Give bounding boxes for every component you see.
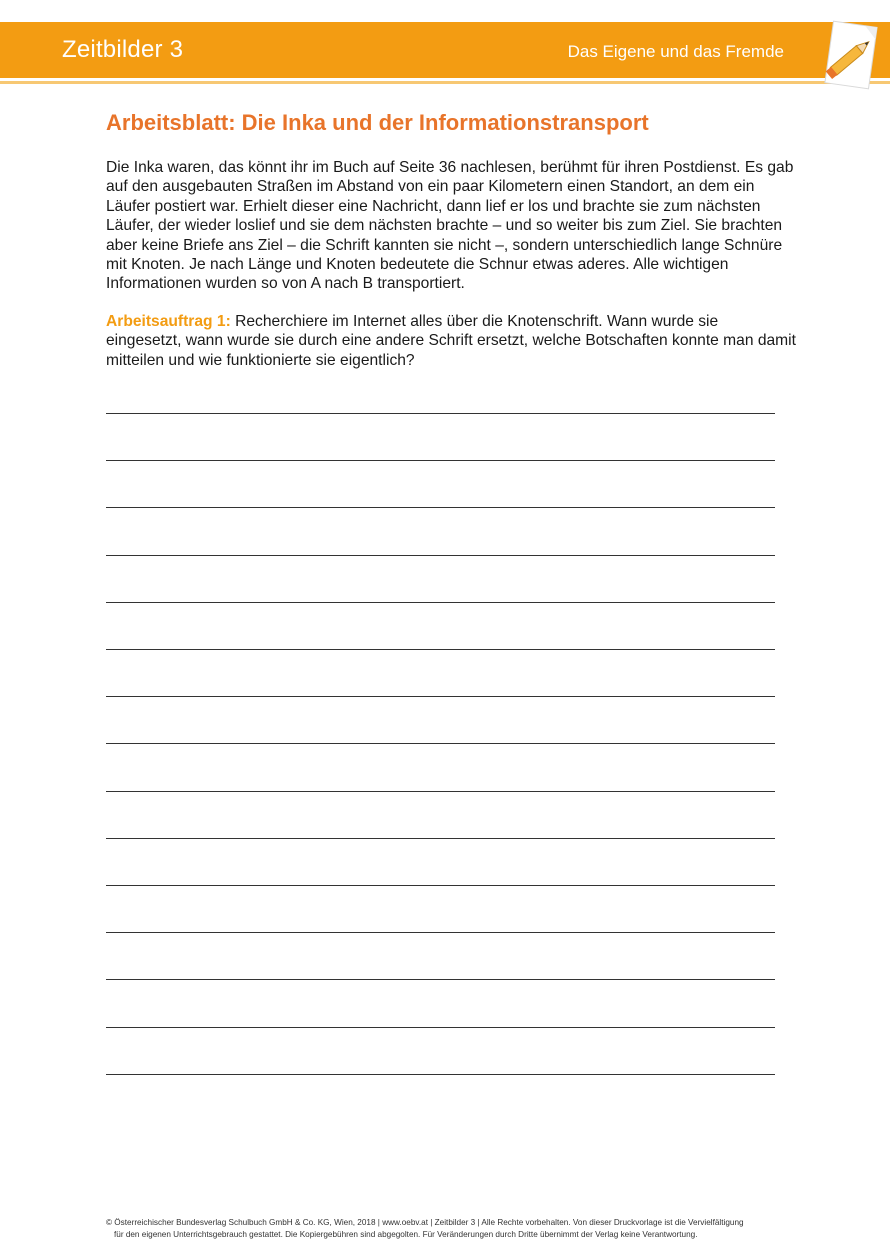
- answer-line[interactable]: [106, 696, 775, 697]
- answer-line[interactable]: [106, 979, 775, 980]
- task-label: Arbeitsauftrag 1:: [106, 313, 231, 330]
- worksheet-title: Arbeitsblatt: Die Inka und der Informationstransport: [106, 110, 649, 135]
- intro-paragraph: Die Inka waren, das könnt ihr im Buch auf Seite 36 nachlesen, berühmt für ihren Postdienst. Es gab auf den ausgebauten Straßen im Abstand von ein paar Kilometern einen Standort, an dem ein Läufer postiert war. Erhielt dieser eine Nachricht, dann lief er los und brachte sie zum nächsten Läufer, der wieder loslief und sie dem nächsten brachte – und so weiter bis zum Ziel. Sie brachten aber keine Briefe ans Ziel – die Schrift kannten sie nicht –, sondern unterschiedlich lange Schnüre mit Knoten. Je nach Länge und Knoten bedeutete die Schnur etwas aderes. Alle wichtigen Informationen wurden so von A nach B transportiert.: [106, 159, 794, 293]
- footer-copyright: [106, 1217, 786, 1241]
- footer-line-1: © Österreichischer Bundesverlag Schulbuch GmbH & Co. KG, Wien, 2018 | www.oebv.at | Zeitbilder 3 | Alle Rechte vorbehalten. Von dieser Druckvorlage ist die Vervielfältigung: [106, 1218, 744, 1227]
- answer-line[interactable]: [106, 838, 775, 839]
- answer-line[interactable]: [106, 602, 775, 603]
- answer-line[interactable]: [106, 791, 775, 792]
- pencil-icon: [815, 14, 887, 96]
- header-underline: [0, 81, 890, 84]
- footer-line-2: für den eigenen Unterrichtsgebrauch gestattet. Die Kopiergebühren sind abgegolten. Für Veränderungen durch Dritte übernimmt der Verlag keine Verantwortung.: [114, 1230, 698, 1239]
- answer-line[interactable]: [106, 460, 775, 461]
- answer-line[interactable]: [106, 1074, 775, 1075]
- answer-line[interactable]: [106, 507, 775, 508]
- answer-line[interactable]: [106, 555, 775, 556]
- task-text: Recherchiere im Internet alles über die Knotenschrift. Wann wurde sie eingesetzt, wann wurde sie durch eine andere Schrift ersetzt, welche Botschaften konnte man damit mitteilen und wie funktionierte sie eigentlich?: [106, 313, 796, 369]
- chapter-title: Das Eigene und das Fremde: [567, 42, 784, 61]
- task-paragraph: [106, 312, 796, 370]
- answer-line[interactable]: [106, 413, 775, 414]
- answer-line[interactable]: [106, 1027, 775, 1028]
- answer-line[interactable]: [106, 885, 775, 886]
- series-title: Zeitbilder 3: [62, 36, 184, 63]
- answer-line[interactable]: [106, 649, 775, 650]
- answer-line[interactable]: [106, 932, 775, 933]
- answer-line[interactable]: [106, 743, 775, 744]
